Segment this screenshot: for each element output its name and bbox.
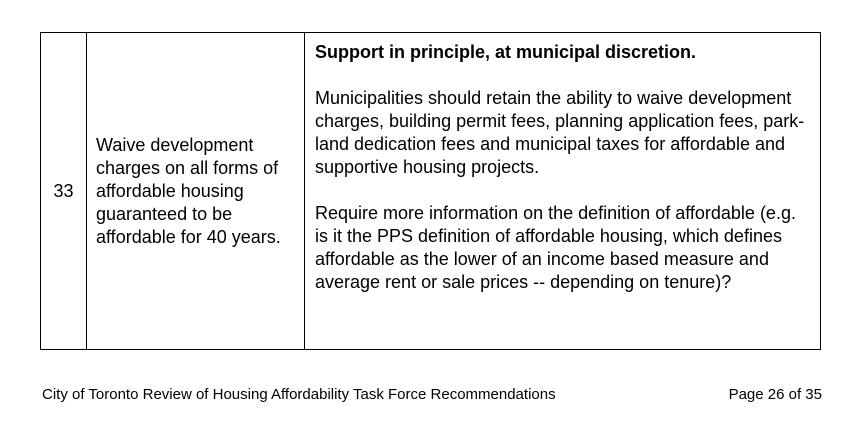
- response-paragraph-1: Municipalities should retain the ability to waive development charges, building permit fees, planning application fees, park-land dedication fees and municipal taxes for affordable and supportive housing projects.: [315, 88, 805, 177]
- recommendation-number: 33: [41, 33, 87, 350]
- page-number: Page 26 of 35: [728, 386, 822, 403]
- response-cell: [305, 33, 821, 350]
- recommendation-table: [40, 32, 821, 350]
- response-paragraph-2: Require more information on the definition of affordable (e.g. is it the PPS definition of affordable housing, which defines affordable as the lower of an income based measure and average rent or sale prices -- depending on tenure)?: [315, 203, 796, 292]
- footer-title: City of Toronto Review of Housing Affordability Task Force Recommendations: [42, 386, 556, 403]
- recommendation-text: Waive development charges on all forms of affordable housing guaranteed to be affordable for 40 years.: [87, 33, 305, 350]
- response-heading: Support in principle, at municipal discretion.: [315, 42, 697, 62]
- table-row: [41, 33, 821, 350]
